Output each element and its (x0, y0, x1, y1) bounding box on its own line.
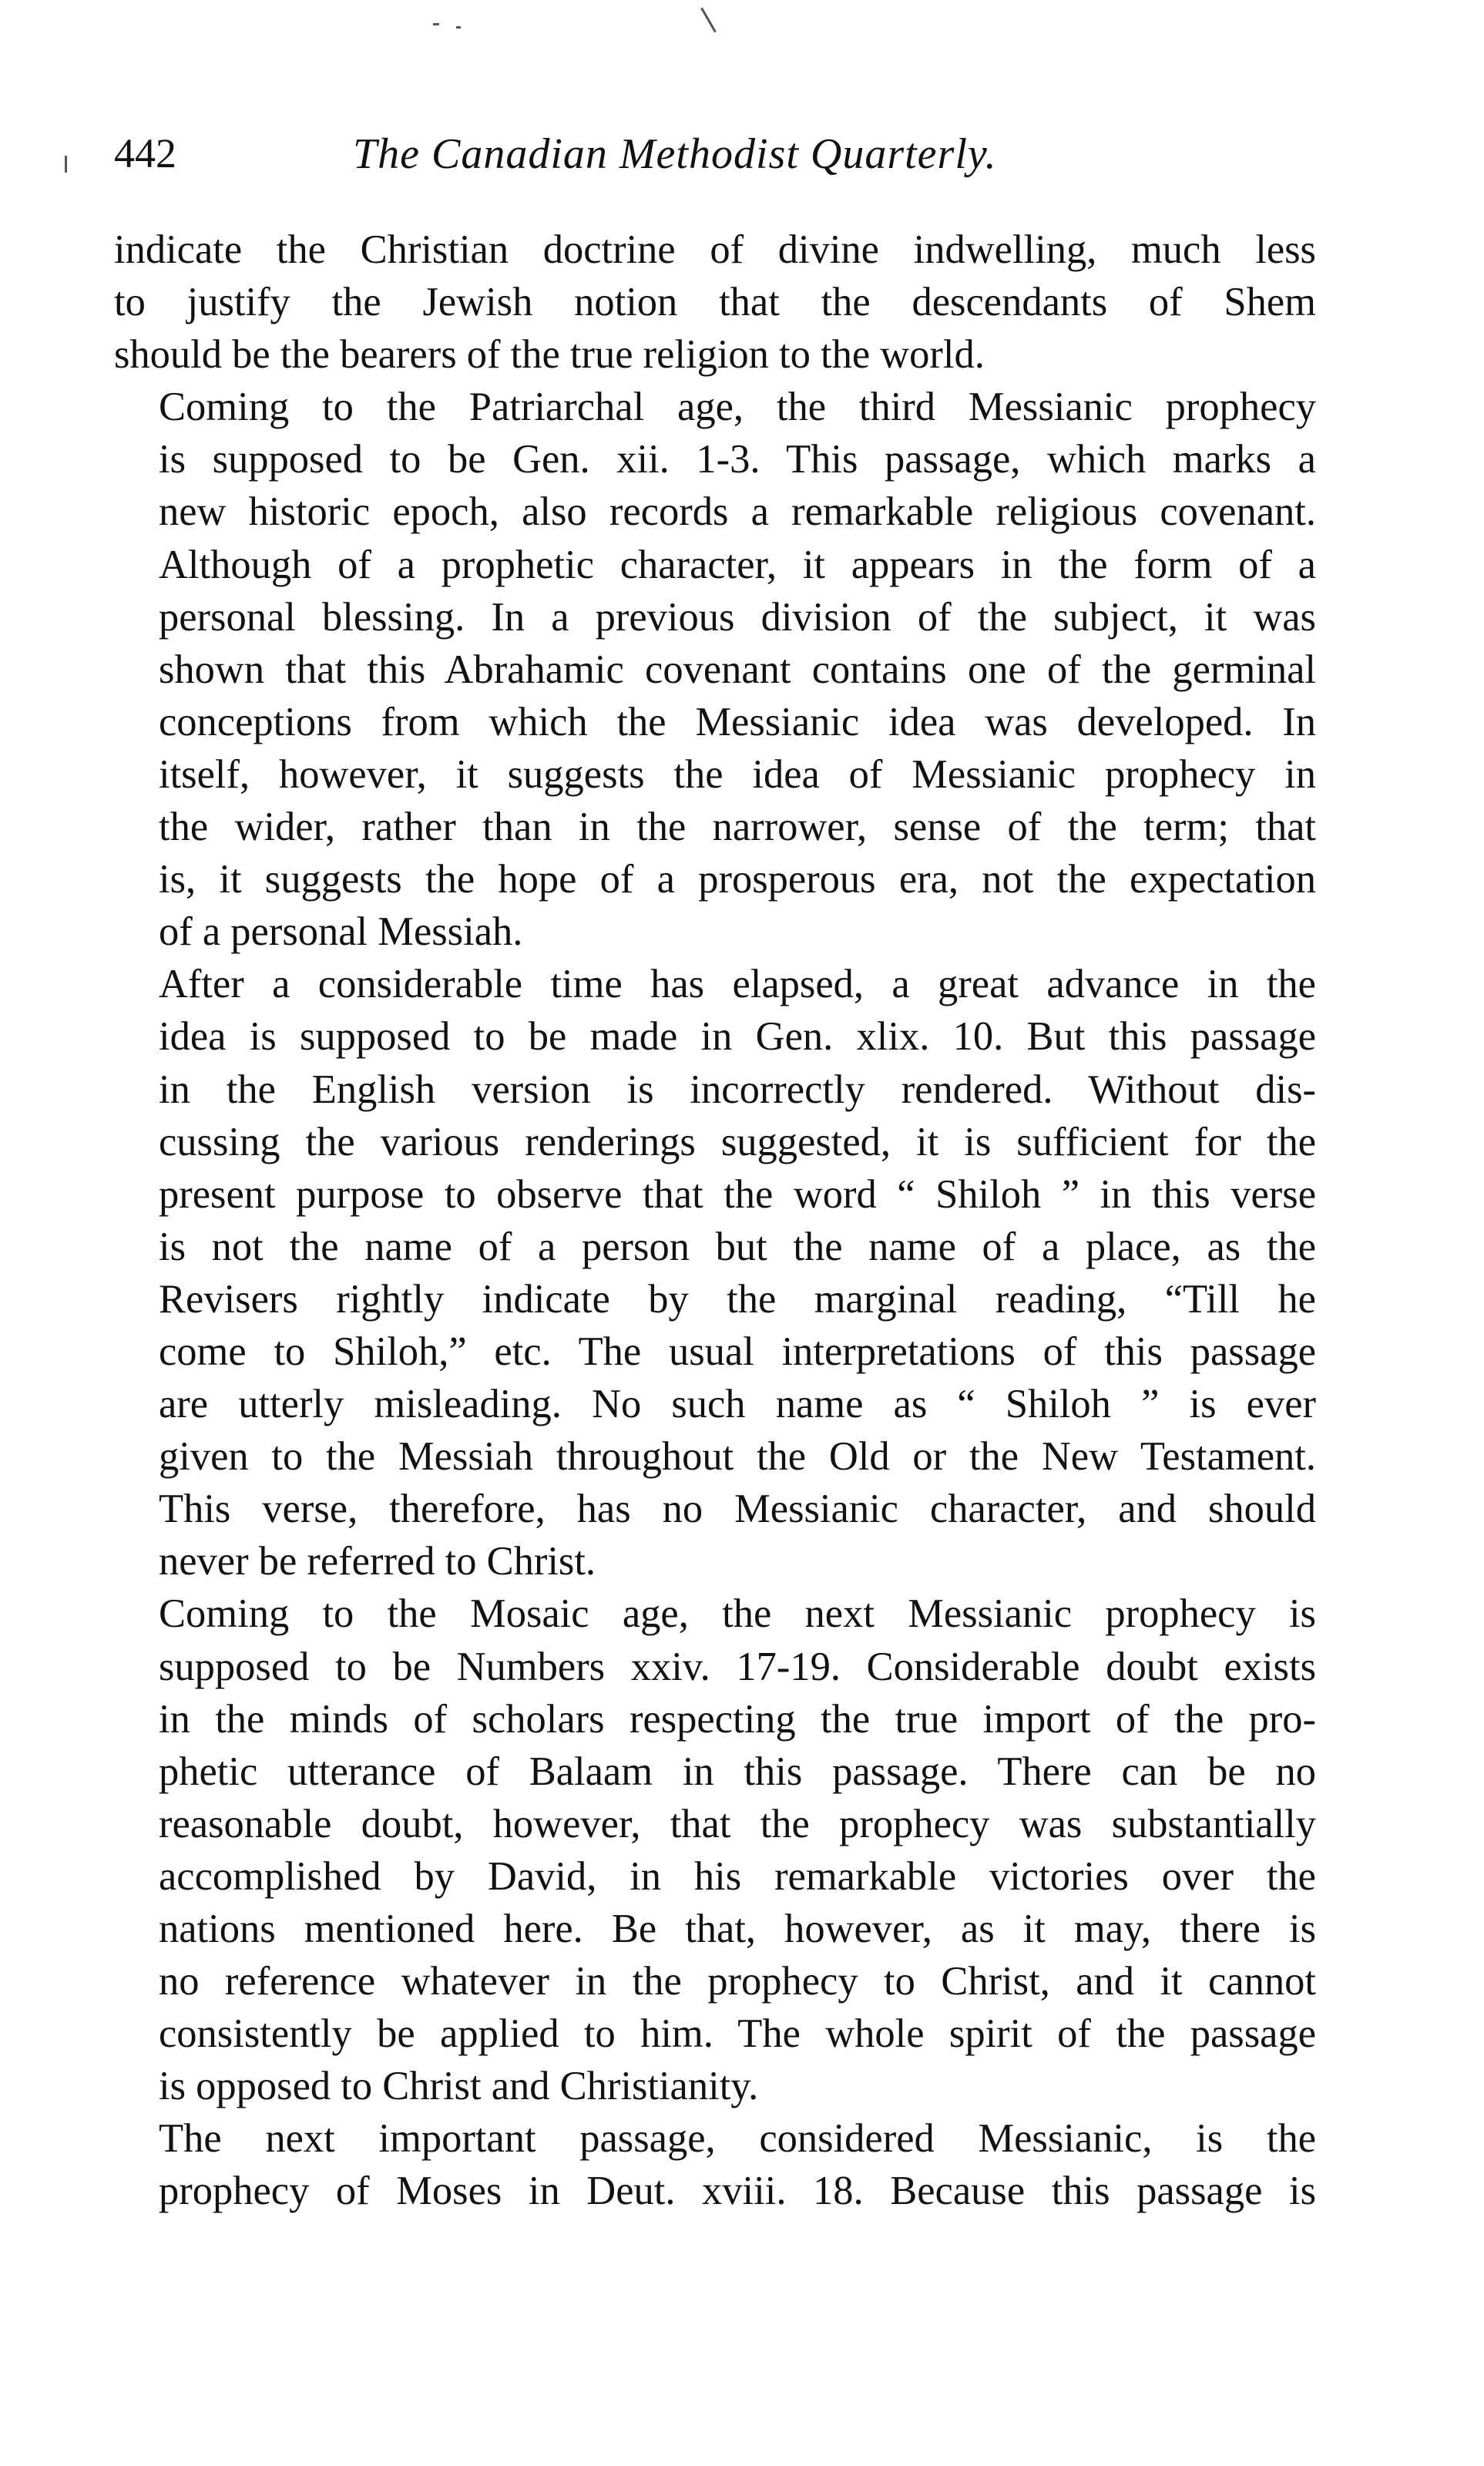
text-line: to justify the Jewish notion that the descendants of Shem (114, 280, 1316, 325)
paragraph (114, 1587, 1316, 2112)
text-line: Coming to the Mosaic age, the next Messianic prophecy is (159, 1591, 1316, 1637)
running-title: The Canadian Methodist Quarterly. (353, 130, 997, 178)
text-line: This verse, therefore, has no Messianic character, and should (159, 1487, 1316, 1532)
text-line: prophecy of Moses in Deut. xviii. 18. Because this passage is (159, 2169, 1316, 2214)
text-line: itself, however, it suggests the idea of Messianic prophecy in (159, 751, 1316, 797)
text-line: indicate the Christian doctrine of divine indwelling, much less (114, 227, 1316, 272)
text-line: phetic utterance of Balaam in this passage. There can be no (159, 1749, 1316, 1794)
text-line: in the English version is incorrectly rendered. Without dis- (159, 1067, 1316, 1112)
scan-speck (433, 23, 439, 25)
text-line: Revisers rightly indicate by the marginal reading, “Till he (159, 1276, 1316, 1322)
text-line: accomplished by David, in his remarkable victories over the (159, 1853, 1316, 1899)
text-line: reasonable doubt, however, that the prophecy was substantially (159, 1801, 1316, 1846)
text-line: idea is supposed to be made in Gen. xlix. 10. But this passage (159, 1014, 1316, 1060)
text-line: the wider, rather than in the narrower, sense of the term; that (159, 805, 1316, 850)
text-line: is, it suggests the hope of a prosperous era, not the expectation (159, 857, 1316, 902)
text-line: given to the Messiah throughout the Old or the New Testament. (159, 1434, 1316, 1480)
text-line: no reference whatever in the prophecy to Christ, and it cannot (159, 1959, 1316, 2004)
text-line: shown that this Abrahamic covenant contains one of the germinal (159, 647, 1316, 692)
paragraph (114, 2112, 1316, 2217)
scan-scratch (700, 8, 717, 33)
paragraph (114, 223, 1316, 381)
paragraph (114, 958, 1316, 1587)
text-line: cussing the various renderings suggested, it is sufficient for the (159, 1119, 1316, 1164)
text-line: never be referred to Christ. (159, 1539, 596, 1584)
page-number: 442 (114, 130, 176, 176)
paragraph (114, 381, 1316, 958)
scan-speck (456, 26, 461, 29)
text-line: should be the bearers of the true religion to the world. (114, 332, 985, 378)
text-line: come to Shiloh,” etc. The usual interpretations of this passage (159, 1329, 1316, 1374)
text-line: supposed to be Numbers xxiv. 17-19. Considerable doubt exists (159, 1644, 1316, 1689)
text-line: in the minds of scholars respecting the true import of the pro- (159, 1696, 1316, 1742)
text-line: After a considerable time has elapsed, a great advance in the (159, 962, 1316, 1007)
text-line: The next important passage, considered Messianic, is the (159, 2116, 1316, 2162)
text-line: conceptions from which the Messianic idea was developed. In (159, 699, 1316, 744)
body-text (114, 223, 1316, 2218)
page-header (114, 129, 1331, 199)
text-line: are utterly misleading. No such name as “ Shiloh ” is ever (159, 1382, 1316, 1427)
scan-speck (65, 156, 67, 173)
text-line: is supposed to be Gen. xii. 1-3. This passage, which marks a (159, 437, 1316, 482)
text-line: Coming to the Patriarchal age, the third Messianic prophecy (159, 385, 1316, 430)
text-line: present purpose to observe that the word “ Shiloh ” in this verse (159, 1171, 1316, 1217)
text-line: consistently be applied to him. The whole spirit of the passage (159, 2011, 1316, 2057)
text-line: nations mentioned here. Be that, however, as it may, there is (159, 1907, 1316, 1951)
text-line: new historic epoch, also records a remarkable religious covenant. (159, 489, 1316, 535)
text-line: personal blessing. In a previous division of the subject, it was (159, 594, 1316, 640)
text-line: is not the name of a person but the name of a place, as the (159, 1224, 1316, 1269)
text-line: of a personal Messiah. (159, 909, 523, 955)
text-line: is opposed to Christ and Christianity. (159, 2064, 759, 2109)
text-line: Although of a prophetic character, it appears in the form of a (159, 542, 1316, 587)
